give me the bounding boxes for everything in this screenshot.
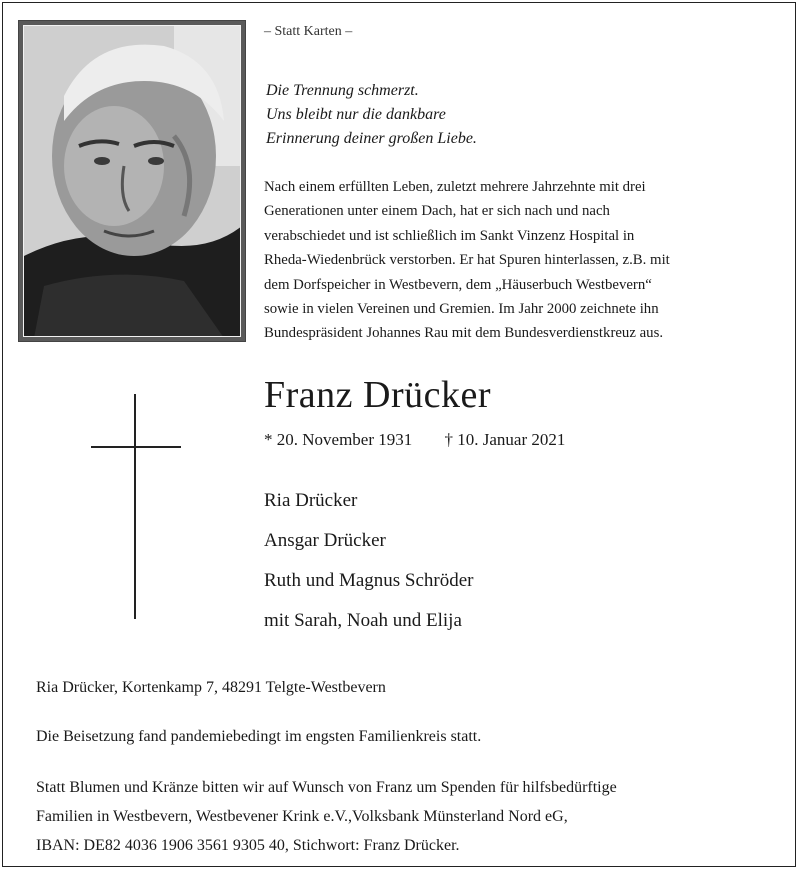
verse-line: Uns bleibt nur die dankbare xyxy=(266,106,446,123)
obituary-notice xyxy=(2,2,796,867)
statt-karten-label: – Statt Karten – xyxy=(264,24,353,39)
biography-line: Nach einem erfüllten Leben, zuletzt mehrere Jahrzehnte mit drei xyxy=(264,179,646,195)
biography-line: verabschiedet und ist schließlich im Sankt Vinzenz Hospital in xyxy=(264,227,635,244)
biography-line: Generationen unter einem Dach, hat er sich nach und nach xyxy=(264,203,610,220)
biography-line: Bundespräsident Johannes Rau mit dem Bundesverdienstkreuz aus. xyxy=(264,325,664,342)
verse-line: Die Trennung schmerzt. xyxy=(266,82,419,99)
biography-line: sowie in vielen Vereinen und Gremien. Im Jahr 2000 zeichnete ihn xyxy=(264,301,659,318)
donation-request xyxy=(36,773,617,860)
donation-line: IBAN: DE82 4036 1906 3561 9305 40, Stichwort: Franz Drücker. xyxy=(36,837,460,854)
portrait-illustration xyxy=(24,26,241,337)
contact-address: Ria Drücker, Kortenkamp 7, 48291 Telgte-Westbevern xyxy=(36,679,386,696)
donation-line: Statt Blumen und Kränze bitten wir auf Wunsch von Franz um Spenden für hilfsbedürftige xyxy=(36,779,617,796)
portrait-photo xyxy=(18,20,246,342)
mourners-list xyxy=(264,481,474,641)
deceased-name: Franz Drücker xyxy=(264,374,492,416)
birth-date: * 20. November 1931 xyxy=(264,430,413,449)
portrait-frame xyxy=(23,25,241,337)
life-dates xyxy=(264,430,565,450)
donation-line: Familien in Westbevern, Westbevener Krink e.V.,Volksbank Münsterland Nord eG, xyxy=(36,808,568,825)
mourner: Ansgar Drücker xyxy=(264,530,386,551)
biography-line: dem Dorfspeicher in Westbevern, dem „Häuserbuch Westbevern“ xyxy=(264,276,652,293)
mourner: Ruth und Magnus Schröder xyxy=(264,570,474,591)
funeral-note: Die Beisetzung fand pandemiebedingt im engsten Familienkreis statt. xyxy=(36,728,482,745)
verse xyxy=(266,79,477,151)
death-date: † 10. Januar 2021 xyxy=(444,430,566,449)
biography-line: Rheda-Wiedenbrück verstorben. Er hat Spuren hinterlassen, z.B. mit xyxy=(264,252,670,269)
verse-line: Erinnerung deiner großen Liebe. xyxy=(266,130,477,147)
mourner: mit Sarah, Noah und Elija xyxy=(264,610,462,631)
cross-icon xyxy=(91,394,181,619)
biography xyxy=(264,175,784,346)
mourner: Ria Drücker xyxy=(264,490,358,511)
